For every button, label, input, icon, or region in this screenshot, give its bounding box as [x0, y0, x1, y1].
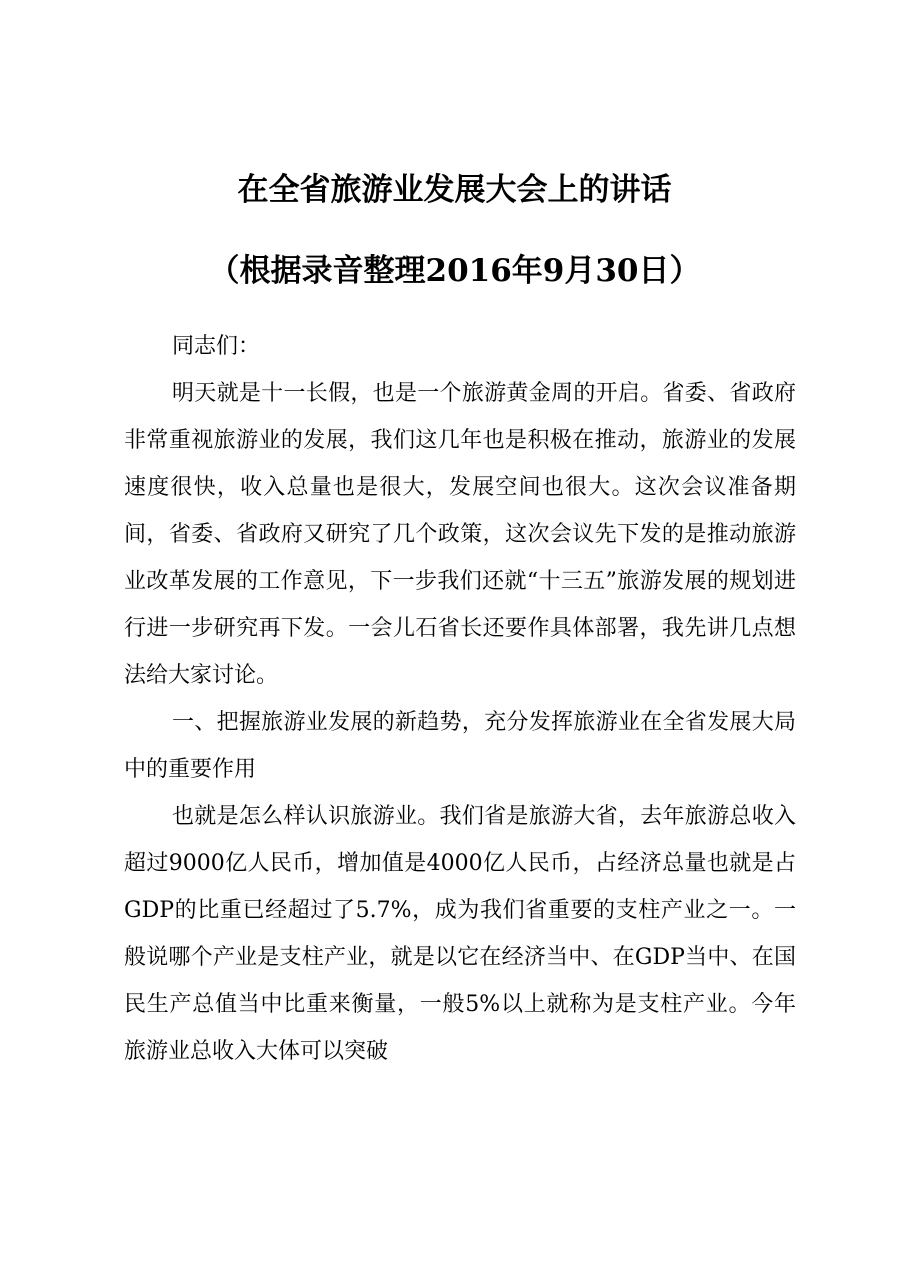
document-body: [124, 323, 796, 1075]
document-subtitle: （根据录音整理2016年9月30日）: [208, 253, 701, 289]
section-heading-paragraph: 一、把握旅游业发展的新趋势，充分发挥旅游业在全省发展大局中的重要作用: [124, 710, 796, 782]
body-paragraph: 也就是怎么样认识旅游业。我们省是旅游大省，去年旅游总收入超过9000亿人民币，增加值是4000亿人民币，占经济总量也就是占GDP的比重已经超过了5.7%，成为我们省重要的支柱产业之一。一般说哪个产业是支柱产业，就是以它在经济当中、在GDP当中、在国民生产总值当中比重来衡量，一般5%以上就称为是支柱产业。今年旅游业总收入大体可以突破: [124, 804, 796, 1064]
document-title: 在全省旅游业发展大会上的讲话: [237, 172, 672, 208]
intro-paragraph: 明天就是十一长假，也是一个旅游黄金周的开启。省委、省政府非常重视旅游业的发展，我们这几年也是积极在推动，旅游业的发展速度很快，收入总量也是很大，发展空间也很大。这次会议准备期间，省委、省政府又研究了几个政策，这次会议先下发的是推动旅游业改革发展的工作意见，下一步我们还就“十三五”旅游发展的规划进行进一步研究再下发。一会儿石省长还要作具体部署，我先讲几点想法给大家讨论。: [124, 381, 796, 688]
salutation-paragraph: 同志们：: [172, 334, 261, 359]
